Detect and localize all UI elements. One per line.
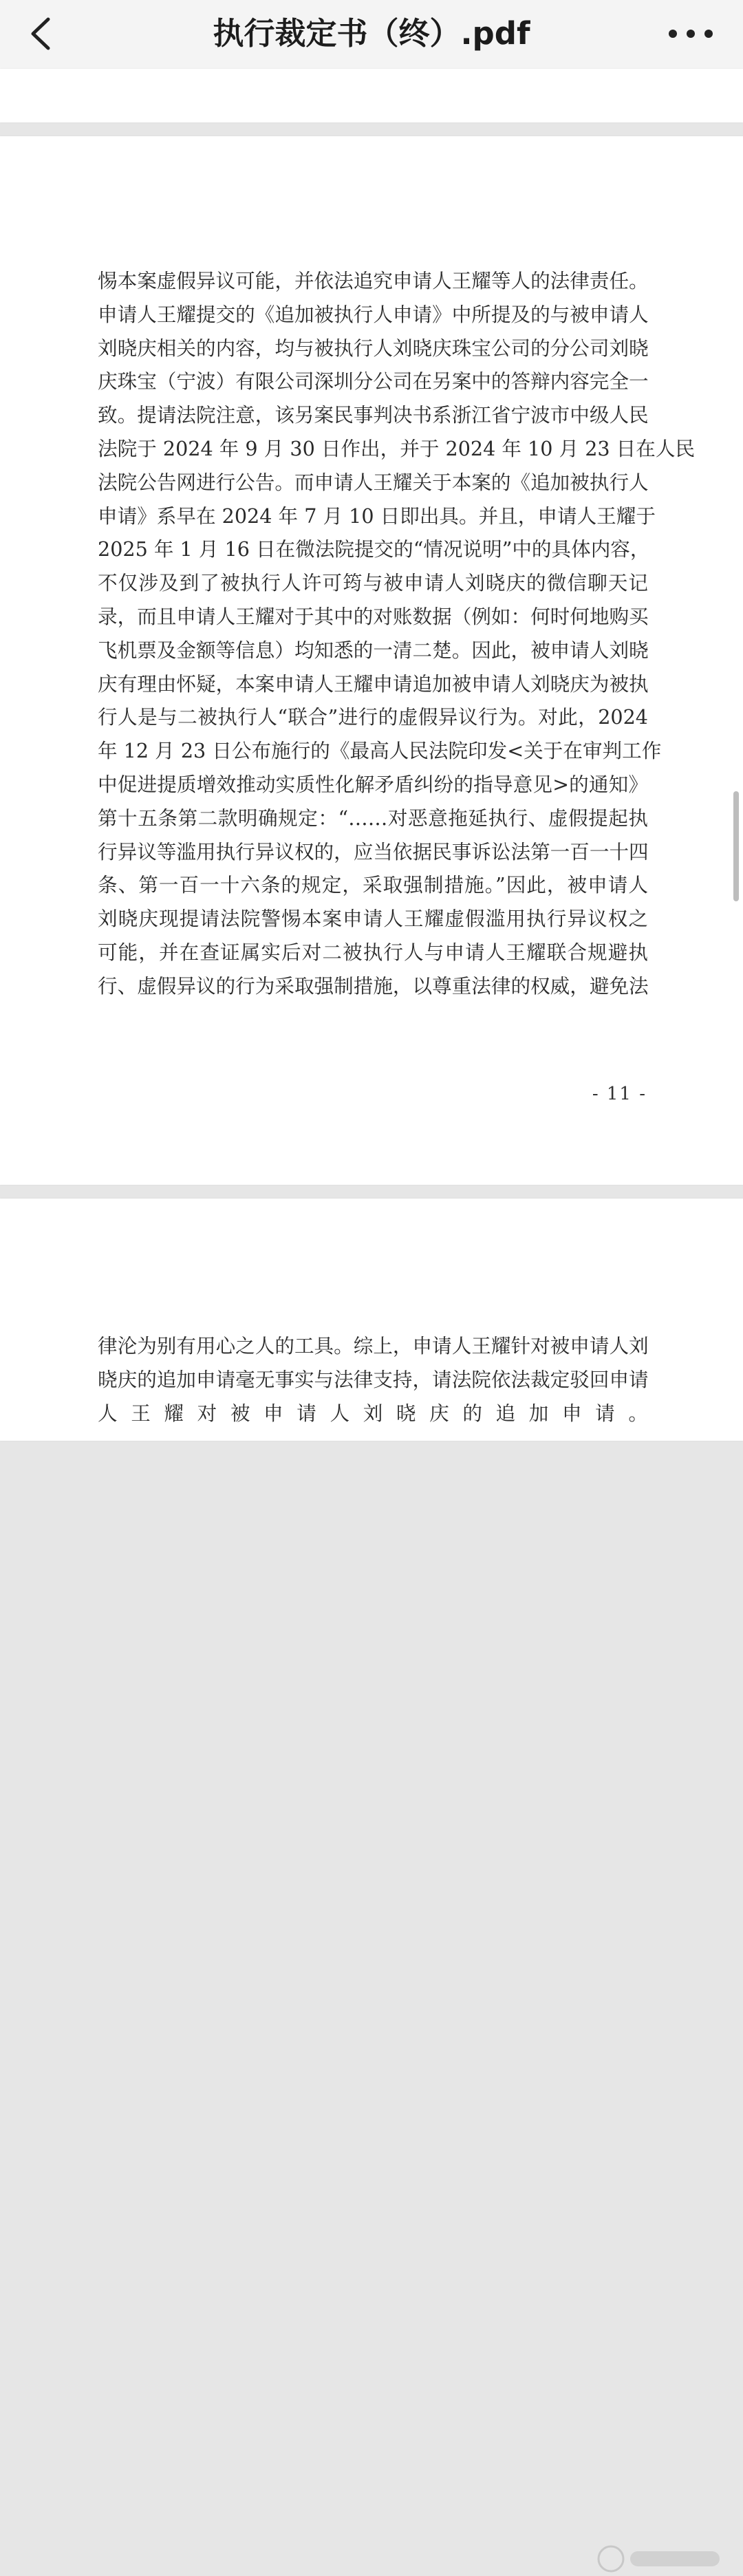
pdf-page-previous bbox=[0, 69, 743, 122]
text-line: 申请人王耀提交的《追加被执行人申请》中所提及的与被申请人 bbox=[98, 302, 649, 326]
text-line: 刘晓庆现提请法院警惕本案申请人王耀虚假滥用执行异议权之 bbox=[98, 907, 648, 931]
text-line: 致。提请法院注意，该另案民事判决书系浙江省宁波市中级人民 bbox=[98, 403, 649, 427]
document-title: 执行裁定书（终）.pdf bbox=[213, 15, 530, 52]
text-line: 法院于 2024 年 9 月 30 日作出，并于 2024 年 10 月 23 日在人民 bbox=[98, 436, 696, 460]
back-button[interactable] bbox=[25, 10, 66, 58]
text-line: 2025 年 1 月 16 日在微法院提交的“情况说明”中的具体内容， bbox=[98, 537, 650, 561]
text-line: 庆有理由怀疑，本案申请人王耀申请追加被申请人刘晓庆为被执 bbox=[98, 672, 649, 696]
text-line: 飞机票及金额等信息）均知悉的一清二楚。因此，被申请人刘晓 bbox=[98, 638, 649, 662]
text-line: 律沦为别有用心之人的工具。综上，申请人王耀针对被申请人刘 bbox=[98, 1334, 649, 1357]
text-line: 人王耀对被申请人刘晓庆的追加申请。 bbox=[98, 1401, 648, 1425]
page-number: - 11 - bbox=[592, 1084, 647, 1104]
page-body-text bbox=[98, 264, 696, 1003]
text-line: 申请》系早在 2024 年 7 月 10 日即出具。并且，申请人王耀于 bbox=[98, 504, 656, 528]
scrollbar[interactable] bbox=[733, 791, 739, 901]
text-line: 可能，并在查证属实后对二被执行人与申请人王耀联合规避执 bbox=[98, 940, 648, 964]
pdf-page bbox=[0, 136, 743, 1185]
text-line: 不仅涉及到了被执行人许可筠与被申请人刘晓庆的微信聊天记 bbox=[98, 571, 648, 595]
text-line: 晓庆的追加申请毫无事实与法律支持，请法院依法裁定驳回申请 bbox=[98, 1367, 649, 1391]
text-line: 行异议等滥用执行异议权的，应当依据民事诉讼法第一百一十四 bbox=[98, 839, 649, 863]
text-line: 条、第一百一十六条的规定，采取强制措施。”因此，被申请人 bbox=[98, 873, 648, 897]
text-line: 年 12 月 23 日公布施行的《最高人民法院印发<关于在审判工作 bbox=[98, 739, 662, 763]
pdf-page-next bbox=[0, 1199, 743, 1441]
text-line: 惕本案虚假异议可能，并依法追究申请人王耀等人的法律责任。 bbox=[98, 269, 649, 292]
more-horizontal-icon bbox=[665, 10, 717, 58]
text-line: 录，而且申请人王耀对于其中的对账数据（例如：何时何地购买 bbox=[98, 604, 649, 628]
text-line: 刘晓庆相关的内容，均与被执行人刘晓庆珠宝公司的分公司刘晓 bbox=[98, 336, 649, 360]
text-line: 行、虚假异议的行为采取强制措施，以尊重法律的权威，避免法 bbox=[98, 974, 649, 998]
text-line: 庆珠宝（宁波）有限公司深圳分公司在另案中的答辩内容完全一 bbox=[98, 369, 649, 394]
page-body-text-next bbox=[98, 1329, 648, 1430]
watermark-logo bbox=[596, 2542, 726, 2576]
top-bar bbox=[0, 0, 743, 69]
text-line: 行人是与二被执行人“联合”进行的虚假异议行为。对此，2024 bbox=[98, 705, 648, 729]
text-line: 中促进提质增效推动实质性化解矛盾纠纷的指导意见>的通知》 bbox=[98, 772, 648, 796]
text-line: 法院公告网进行公告。而申请人王耀关于本案的《追加被执行人 bbox=[98, 470, 649, 494]
chevron-left-icon bbox=[25, 10, 66, 58]
more-options-button[interactable] bbox=[665, 10, 717, 58]
text-line: 第十五条第二款明确规定：“……对恶意拖延执行、虚假提起执 bbox=[98, 806, 648, 830]
